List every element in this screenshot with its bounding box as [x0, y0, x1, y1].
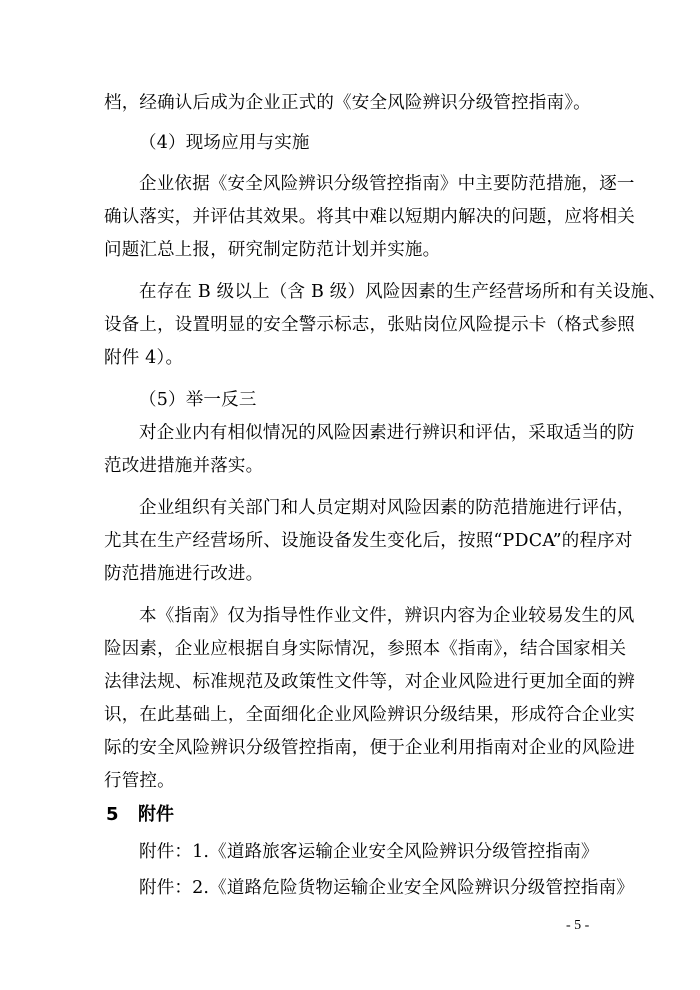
- attachment-line: 附件：2.《道路危险货物运输企业安全风险辨识分级管控指南》: [139, 878, 634, 898]
- paragraph-line: 问题汇总上报，研究制定防范计划并实施。: [104, 240, 441, 260]
- paragraph-line: 在存在 B 级以上（含 B 级）风险因素的生产经营场所和有关设施、: [139, 282, 667, 302]
- paragraph-line: 际的安全风险辨识分级管控指南，便于企业利用指南对企业的风险进: [104, 738, 635, 758]
- paragraph-line: 企业依据《安全风险辨识分级管控指南》中主要防范措施，逐一: [139, 174, 635, 194]
- paragraph-line: 附件 4）。: [104, 348, 184, 368]
- paragraph-line: 尤其在生产经营场所、设施设备发生变化后，按照“PDCA”的程序对: [104, 531, 633, 551]
- paragraph-line: 防范措施进行改进。: [104, 564, 264, 584]
- paragraph-line: 法律法规、标准规范及政策性文件等，对企业风险进行更加全面的辨: [104, 672, 635, 692]
- paragraph-line: 范改进措施并落实。: [104, 456, 264, 476]
- paragraph-line: 本《指南》仅为指导性作业文件，辨识内容为企业较易发生的风: [139, 606, 635, 626]
- section-heading: [106, 803, 174, 827]
- section-title: 附件: [138, 804, 174, 825]
- subsection-heading-5: （5）举一反三: [139, 390, 257, 410]
- paragraph-line: 识，在此基础上，全面细化企业风险辨识分级结果，形成符合企业实: [104, 705, 635, 725]
- paragraph-line: 对企业内有相似情况的风险因素进行辨识和评估，采取适当的防: [139, 423, 635, 443]
- paragraph-line: 企业组织有关部门和人员定期对风险因素的防范措施进行评估，: [139, 498, 635, 518]
- paragraph-line: 险因素，企业应根据自身实际情况，参照本《指南》，结合国家相关: [104, 639, 627, 659]
- section-number: 5: [106, 804, 119, 825]
- attachment-line: 附件：1.《道路旅客运输企业安全风险辨识分级管控指南》: [139, 842, 599, 862]
- paragraph-line: 确认落实，并评估其效果。将其中难以短期内解决的问题，应将相关: [104, 207, 635, 227]
- paragraph-line: 档，经确认后成为企业正式的《安全风险辨识分级管控指南》。: [104, 93, 591, 113]
- page-number: - 5 -: [566, 918, 590, 933]
- subsection-heading-4: （4）现场应用与实施: [139, 133, 310, 153]
- paragraph-line: 设备上，设置明显的安全警示标志，张贴岗位风险提示卡（格式参照: [104, 315, 635, 335]
- paragraph-line: 行管控。: [104, 771, 175, 791]
